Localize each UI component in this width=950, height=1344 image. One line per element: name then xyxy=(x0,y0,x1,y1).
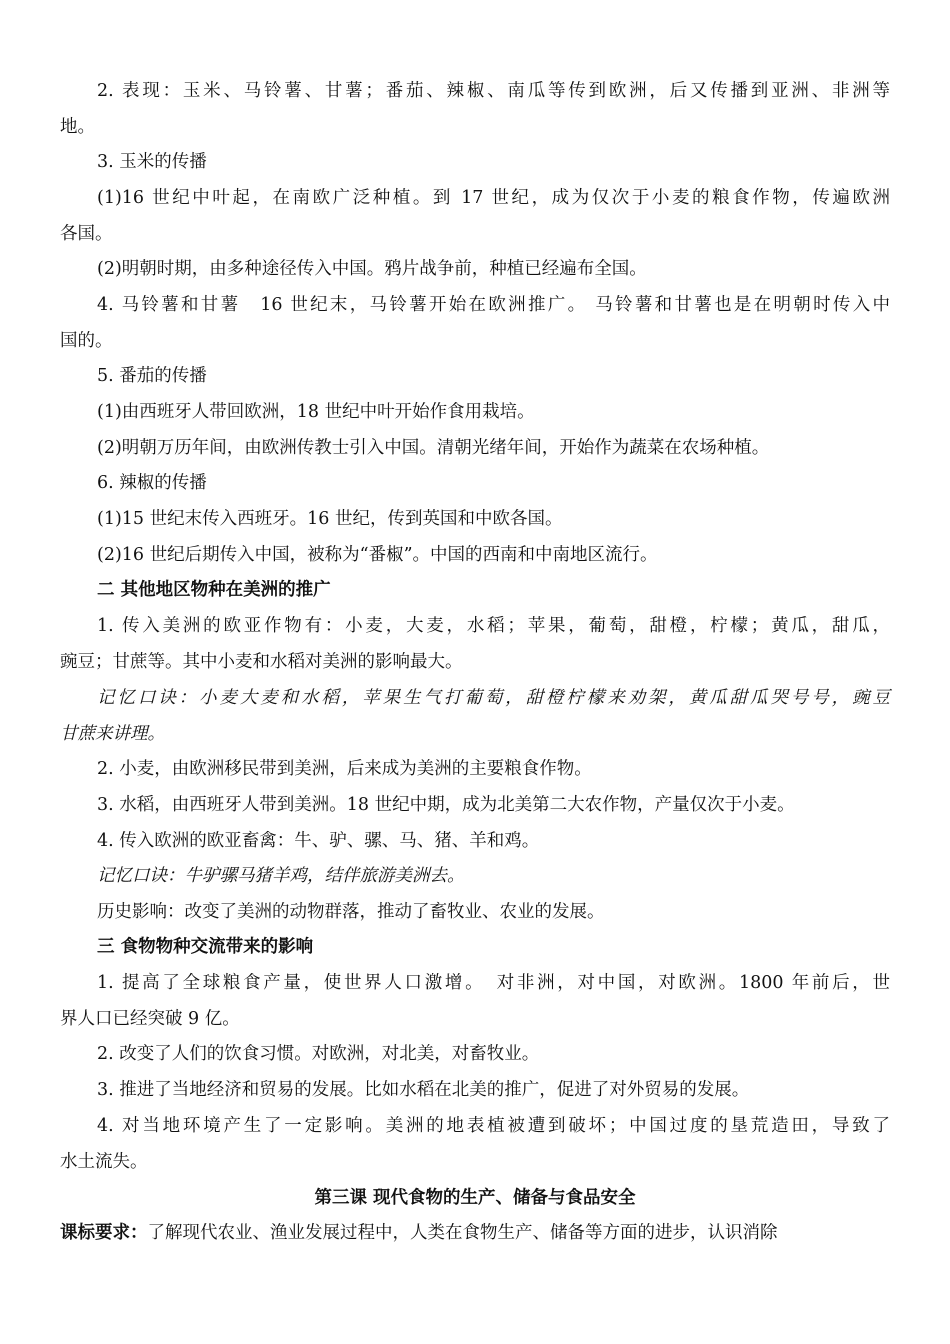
text-line: 2. 表现：玉米、马铃薯、甘薯；番茄、辣椒、南瓜等传到欧洲，后又传播到亚洲、非洲等 xyxy=(97,81,890,101)
text-line: 6. 辣椒的传播 xyxy=(97,473,207,493)
text-line: 豌豆；甘蔗等。其中小麦和水稻对美洲的影响最大。 xyxy=(60,652,463,672)
text-line: 水土流失。 xyxy=(60,1152,148,1172)
text-line: 1. 传入美洲的欧亚作物有：小麦，大麦，水稻；苹果，葡萄，甜橙，柠檬；黄瓜，甜瓜， xyxy=(97,616,890,636)
standard-text: 了解现代农业、渔业发展过程中，人类在食物生产、储备等方面的进步，认识消除 xyxy=(147,1223,778,1243)
text-line: 地。 xyxy=(60,117,95,137)
text-line: (2)明朝时期，由多种途径传入中国。鸦片战争前，种植已经遍布全国。 xyxy=(97,259,647,279)
text-line: 3. 推进了当地经济和贸易的发展。比如水稻在北美的推广，促进了对外贸易的发展。 xyxy=(97,1080,750,1100)
text-line: 1. 提高了全球粮食产量，使世界人口激增。 对非洲，对中国，对欧洲。1800 年前后，世 xyxy=(97,973,890,993)
text-line: 国的。 xyxy=(60,331,113,351)
mnemonic-line: 记忆口诀：牛驴骡马猪羊鸡，结伴旅游美洲去。 xyxy=(97,866,465,886)
text-line: (2)16 世纪后期传入中国，被称为“番椒”。中国的西南和中南地区流行。 xyxy=(97,545,658,565)
text-line: 历史影响：改变了美洲的动物群落，推动了畜牧业、农业的发展。 xyxy=(97,902,605,922)
lesson-title: 第三课 现代食物的生产、储备与食品安全 xyxy=(314,1188,636,1208)
text-line: 3. 玉米的传播 xyxy=(97,152,207,172)
text-line: 4. 传入欧洲的欧亚畜禽：牛、驴、骡、马、猪、羊和鸡。 xyxy=(97,831,540,851)
mnemonic-line: 甘蔗来讲理。 xyxy=(60,724,165,744)
text-line: 界人口已经突破 9 亿。 xyxy=(60,1009,240,1029)
text-line: 3. 水稻，由西班牙人带到美洲。18 世纪中期，成为北美第二大农作物，产量仅次于小麦。 xyxy=(97,795,795,815)
text-line: 4. 对当地环境产生了一定影响。美洲的地表植被遭到破坏；中国过度的垦荒造田，导致了 xyxy=(97,1116,890,1136)
text-line: 4. 马铃薯和甘薯 16 世纪末，马铃薯开始在欧洲推广。 马铃薯和甘薯也是在明朝时传入中 xyxy=(97,295,890,315)
text-line: 2. 改变了人们的饮食习惯。对欧洲，对北美，对畜牧业。 xyxy=(97,1044,540,1064)
text-line: 5. 番茄的传播 xyxy=(97,366,207,386)
standard-line xyxy=(60,1221,890,1245)
text-line: (1)16 世纪中叶起，在南欧广泛种植。到 17 世纪，成为仅次于小麦的粮食作物，传遍欧洲 xyxy=(97,188,890,208)
section-heading: 三 食物物种交流带来的影响 xyxy=(97,937,314,957)
text-line: 2. 小麦，由欧洲移民带到美洲，后来成为美洲的主要粮食作物。 xyxy=(97,759,592,779)
standard-label: 课标要求： xyxy=(60,1223,148,1243)
mnemonic-line: 记忆口诀：小麦大麦和水稻，苹果生气打葡萄，甜橙柠檬来劝架，黄瓜甜瓜哭号号，豌豆 xyxy=(97,688,890,708)
text-line: 各国。 xyxy=(60,224,113,244)
text-line: (1)由西班牙人带回欧洲，18 世纪中叶开始作食用栽培。 xyxy=(97,402,535,422)
text-line: (2)明朝万历年间，由欧洲传教士引入中国。清朝光绪年间，开始作为蔬菜在农场种植。 xyxy=(97,438,770,458)
section-heading: 二 其他地区物种在美洲的推广 xyxy=(97,580,331,600)
text-line: (1)15 世纪末传入西班牙。16 世纪，传到英国和中欧各国。 xyxy=(97,509,563,529)
